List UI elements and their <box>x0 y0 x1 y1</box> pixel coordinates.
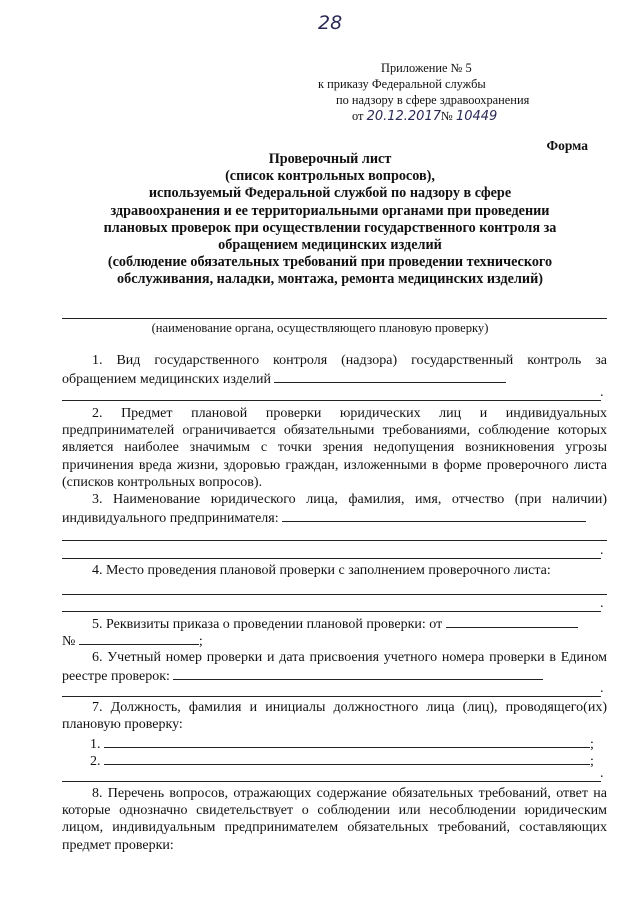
inspector-row-2 <box>90 751 610 770</box>
item-7-end-period: . <box>600 766 604 781</box>
title-line: обращением медицинских изделий <box>218 237 442 254</box>
item-1-end-period: . <box>600 385 604 400</box>
item-6 <box>62 649 607 685</box>
item-1-extra-line[interactable] <box>62 400 601 401</box>
title-line: Проверочный лист <box>268 151 392 167</box>
inspection-place-line-2[interactable] <box>62 611 601 612</box>
appendix-date-line <box>318 108 588 125</box>
item-6-text: 6. Учетный номер проверки и дата присвоения учетного номера проверки в Едином реестре проверок: <box>62 650 607 685</box>
title-line: (список контрольных вопросов), <box>225 168 435 185</box>
item-4: 4. Место проведения плановой проверки с заполнением проверочного листа: <box>92 563 551 578</box>
title-line: здравоохранения и ее территориальными органами при проведении <box>110 202 550 219</box>
inspector-1-field[interactable] <box>104 734 590 748</box>
appendix-line-3: по надзору в сфере здравоохранения <box>336 93 530 107</box>
item-2: 2. Предмет плановой проверки юридических лиц и индивидуальных предпринимателей ограничивается обязательными требованиями, соблюдение которых является наиболее значимым с точки зрения недопущения возникновения угрозы причинения вреда жизни, здоровью граждан, изложенными в форме проверочного листа (списков контрольных вопросов). <box>62 406 607 490</box>
title-line: обслуживания, наладки, монтажа, ремонта медицинских изделий) <box>117 271 543 288</box>
item-7: 7. Должность, фамилия и инициалы должностного лица (лиц), проводящего(их) плановую проверку: <box>62 700 607 733</box>
handwritten-number: 10449 <box>455 109 498 124</box>
appendix-header <box>318 60 588 125</box>
title-line: (соблюдение обязательных требований при проведении технического <box>107 254 553 271</box>
appendix-number-label: № <box>441 109 453 123</box>
appendix-from-label: от <box>352 109 364 123</box>
page-number: 28 <box>318 12 343 34</box>
item-1 <box>62 352 607 388</box>
item-3-text: 3. Наименование юридического лица, фамилия, имя, отчество (при наличии) индивидуального предпринимателя: <box>62 492 607 527</box>
handwritten-date: 20.12.2017 <box>366 109 441 124</box>
document-title <box>40 151 620 289</box>
item-8: 8. Перечень вопросов, отражающих содержание обязательных требований, ответ на которые однозначно свидетельствует о соблюдении или несоблюдении юридическим лицом, индивидуальным предпринимателем обязательных требований, составляющих предмет проверки: <box>62 786 607 853</box>
order-number-end: ; <box>198 634 203 649</box>
item-1-text: 1. Вид государственного контроля (надзора) государственный контроль за обращением медицинских изделий <box>62 353 607 388</box>
registry-number-field[interactable] <box>173 666 543 680</box>
item-6-end-period: . <box>600 681 604 696</box>
registry-number-line-2[interactable] <box>62 696 601 697</box>
title-line: используемый Федеральной службой по надзору в сфере <box>148 185 512 202</box>
inspector-1-end: ; <box>590 737 594 752</box>
org-name-field[interactable] <box>62 318 607 319</box>
item-5-number-row <box>62 631 607 650</box>
item-5-text: 5. Реквизиты приказа о проведении плановой проверки: от <box>92 617 443 632</box>
title-line: плановых проверок при осуществлении государственного контроля за <box>103 219 557 236</box>
inspector-1-number: 1. <box>90 737 101 752</box>
inspector-2-number: 2. <box>90 754 101 769</box>
org-caption: (наименование органа, осуществляющего плановую проверку) <box>151 321 489 335</box>
form-label: Форма <box>546 138 588 153</box>
entity-name-field[interactable] <box>282 508 586 522</box>
entity-name-line-2[interactable] <box>62 540 607 541</box>
appendix-line-2: к приказу Федеральной службы <box>318 77 486 91</box>
item-3-end-period: . <box>600 543 604 558</box>
control-type-field[interactable] <box>274 369 506 383</box>
inspectors-extra-line[interactable] <box>62 781 601 782</box>
order-date-field[interactable] <box>446 614 578 628</box>
item-4-end-period: . <box>600 596 604 611</box>
entity-name-line-3[interactable] <box>62 558 601 559</box>
appendix-line-1: Приложение № 5 <box>381 61 472 75</box>
inspector-2-field[interactable] <box>104 751 590 765</box>
inspector-2-end: ; <box>590 754 594 769</box>
item-3 <box>62 491 607 527</box>
order-number-label: № <box>62 634 76 649</box>
order-number-field[interactable] <box>79 631 199 645</box>
inspection-place-line-1[interactable] <box>62 594 607 595</box>
